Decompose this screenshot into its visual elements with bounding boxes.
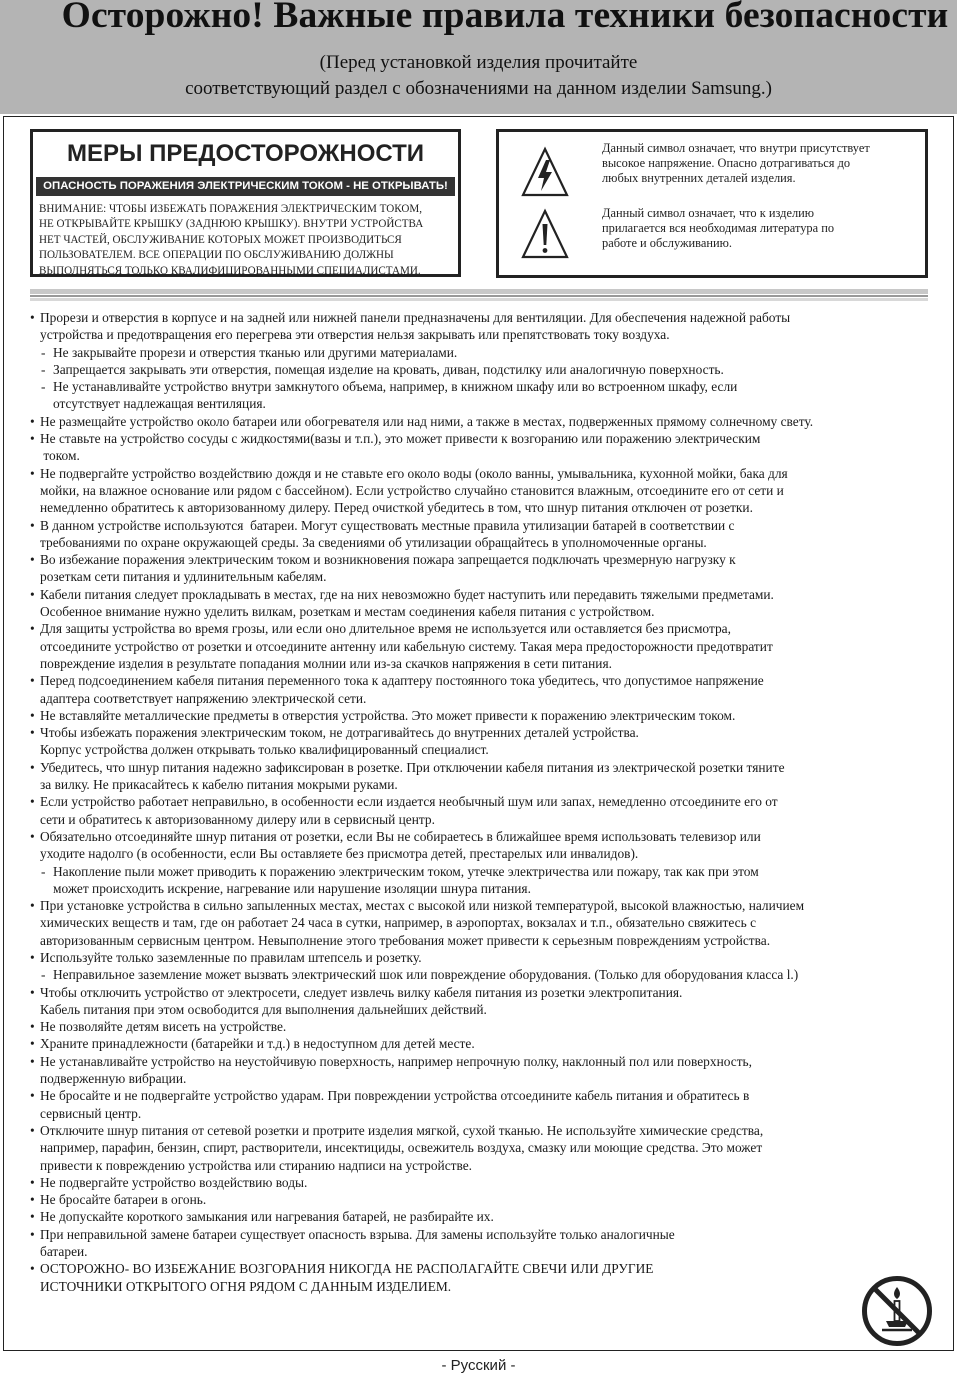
sub-list-item bbox=[30, 863, 932, 898]
list-item-line: химических веществ и там, где он работает 24 часа в сутки, например, в аэропортах, вокзалах и т.п., обязательно свяжитесь с bbox=[40, 915, 757, 931]
list-item-line: • Не ставьте на устройство сосуды с жидкостями(вазы и т.п.), это может привести к возгоранию или поражению электрическим bbox=[40, 431, 761, 447]
subtitle-line-2: соответствующий раздел с обозначениями на данном изделии Samsung.) bbox=[185, 78, 772, 99]
sub-list-item bbox=[30, 361, 932, 378]
list-item-line: • Храните принадлежности (батарейки и т.д.) в недоступном для детей месте. bbox=[40, 1036, 475, 1052]
list-item-line: • Не вставляйте металлические предметы в отверстия устройства. Это может привести к поражению электрическим током. bbox=[40, 707, 736, 723]
list-item-line: отсоедините устройство от розетки и отсоедините антенну или кабельную систему. Такая мера предосторожности предотвратит bbox=[40, 638, 773, 654]
list-item-line: • Во избежание поражения электрическим током и возникновения пожара запрещается подключать чрезмерную нагрузку к bbox=[40, 552, 736, 568]
list-item-line: • Не позволяйте детям висеть на устройстве. bbox=[40, 1019, 287, 1035]
list-item-line: • При неправильной замене батареи существует опасность взрыва. Для замены используйте только аналогичные bbox=[40, 1226, 675, 1242]
list-item bbox=[30, 828, 932, 863]
list-item bbox=[30, 413, 932, 430]
list-item bbox=[30, 1208, 932, 1225]
list-item-line: мойки, на влажное основание или рядом с бассейном). Если устройство случайно становится влажным, отсоедините его от сети и bbox=[40, 482, 784, 498]
page-footer: - Русский - bbox=[441, 1357, 516, 1374]
symbol-text-line: высокое напряжение. Опасно дотрагиваться до bbox=[602, 156, 851, 170]
list-item-line: - Накопление пыли может приводить к поражению электрическим током, утечке электричества или пожару, так как при этом bbox=[53, 863, 759, 879]
safety-instructions-list bbox=[30, 309, 932, 1295]
list-item-line: сервисный центр. bbox=[40, 1105, 142, 1121]
list-item bbox=[30, 309, 932, 344]
list-item-line: • Не бросайте батареи в огонь. bbox=[40, 1192, 207, 1208]
list-item-line: батареи. bbox=[40, 1244, 88, 1260]
list-item bbox=[30, 1053, 932, 1088]
list-item-line: • Не устанавливайте устройство на неустойчивую поверхность, например непрочную полку, наклонный пол или поверхность, bbox=[40, 1053, 753, 1069]
docs-symbol-text bbox=[602, 206, 927, 251]
list-item-line: подверженную вибрации. bbox=[40, 1071, 187, 1087]
list-item-line: Кабель питания при этом освободится для выполнения дальнейших действий. bbox=[40, 1001, 487, 1017]
list-item bbox=[30, 1191, 932, 1208]
list-item-line: • Чтобы избежать поражения электрическим током, не дотрагивайтесь до внутренних деталей устройства. bbox=[40, 725, 639, 741]
list-item bbox=[30, 551, 932, 586]
list-item-line: • Если устройство работает неправильно, в особенности если издается необычный шум или запах, немедленно отсоедините его от bbox=[40, 794, 778, 810]
caution-title: МЕРЫ ПРЕДОСТОРОЖНОСТИ bbox=[66, 140, 425, 167]
list-item-line: • Обязательно отсоединяйте шнур питания от розетки, если Вы не собираетесь в ближайшее время использовать телевизор или bbox=[40, 828, 761, 844]
list-item-line: • Чтобы отключить устройство от электросети, следует извлечь вилку кабеля питания из розетки электропитания. bbox=[40, 984, 683, 1000]
list-item bbox=[30, 984, 932, 1019]
list-item-line: • Не бросайте и не подвергайте устройство ударам. При повреждении устройства отсоедините кабель питания и обратитесь в bbox=[40, 1088, 750, 1104]
section-divider bbox=[30, 298, 928, 301]
list-item-line: током. bbox=[40, 448, 80, 464]
list-item-line: • Не допускайте короткого замыкания или нагревания батарей, не разбирайте их. bbox=[40, 1209, 494, 1225]
sub-list-item bbox=[30, 378, 932, 413]
list-item-line: • Кабели питания следует прокладывать в местах, где на них невозможно будет наступить или передавить тяжелыми предметами. bbox=[40, 586, 774, 602]
list-item bbox=[30, 897, 932, 949]
list-item-line: ИСТОЧНИКИ ОТКРЫТОГО ОГНЯ РЯДОМ С ДАННЫМ ИЗДЕЛИЕМ. bbox=[40, 1278, 452, 1294]
list-item bbox=[30, 949, 932, 966]
sub-list-item bbox=[30, 344, 932, 361]
list-item-line: • Для защиты устройства во время грозы, или если оно длительное время не используется или оставляется без присмотра, bbox=[40, 621, 731, 637]
section-divider bbox=[30, 289, 928, 294]
list-item-line: • Отключите шнур питания от сетевой розетки и протрите изделия мягкой, сухой тканью. Не используйте химические средства, bbox=[40, 1122, 764, 1138]
list-item-line: • При установке устройства в сильно запыленных местах, местах с высокой или низкой температурой, высокой влажностью, наличием bbox=[40, 898, 805, 914]
symbol-text-line: любых внутренних деталей изделия. bbox=[602, 171, 796, 185]
voltage-symbol-text bbox=[602, 141, 927, 186]
list-item-line: • Не размещайте устройство около батареи или обогревателя или над ними, а также в местах, подверженных прямому солнечному свету. bbox=[40, 413, 814, 429]
list-item-line: • Не подвергайте устройство воздействию дождя и не ставьте его около воды (около ванны, умывальника, кухонной мойки, бака для bbox=[40, 465, 788, 481]
list-item bbox=[30, 1260, 932, 1295]
list-item bbox=[30, 672, 932, 707]
symbol-text-line: прилагается вся необходимая литература по bbox=[602, 221, 835, 235]
list-item-line: устройства и предотвращения его перегрева эти отверстия нельзя закрывать или препятствовать току воздуха. bbox=[40, 327, 670, 343]
list-item-line: например, парафин, бензин, спирт, растворители, инсектициды, освежитель воздуха, смазку или моющие средства. Это может bbox=[40, 1140, 763, 1156]
list-item-line: повреждение изделия в результате попадания молнии или из-за скачков напряжения в сети питания. bbox=[40, 655, 612, 671]
list-item bbox=[30, 517, 932, 552]
symbol-text-line: Данный символ означает, что внутри присутствует bbox=[602, 141, 870, 155]
list-item bbox=[30, 1018, 932, 1035]
no-candle-icon bbox=[860, 1274, 934, 1348]
list-item-line: • Не подвергайте устройство воздействию воды. bbox=[40, 1174, 308, 1190]
header-banner bbox=[0, 0, 957, 114]
list-item-line: адаптера соответствует напряжению электрической сети. bbox=[40, 690, 367, 706]
list-item-line: • В данном устройстве используются батареи. Могут существовать местные правила утилизации батарей в соответствии с bbox=[40, 517, 735, 533]
list-item-line: уходите надолго (в особенности, если Вы оставляете без присмотра детей, престарелых или инвалидов). bbox=[40, 846, 639, 862]
list-item bbox=[30, 759, 932, 794]
list-item-line: авторизованным сервисным центром. Невыполнение этого требования может привести к серьезным повреждениям устройства. bbox=[40, 932, 771, 948]
list-item bbox=[30, 793, 932, 828]
list-item-line: сети и обратитесь к авторизованному дилеру или в сервисный центр. bbox=[40, 811, 435, 827]
list-item-line: • Убедитесь, что шнур питания надежно зафиксирован в розетке. При отключении кабеля питания из электрической розетки тяните bbox=[40, 759, 785, 775]
list-item-line: Особенное внимание нужно уделить вилкам, розеткам и местам соединения кабеля питания с устройством. bbox=[40, 604, 655, 620]
symbols-box bbox=[496, 129, 928, 278]
list-item-line: - Не закрывайте прорези и отверстия тканью или другими материалами. bbox=[53, 344, 458, 360]
list-item-line: немедленно обратитесь к авторизованному дилеру. Перед очисткой убедитесь в том, что шнур питания отключен от розетки. bbox=[40, 500, 753, 516]
list-item-line: - Запрещается закрывать эти отверстия, помещая изделие на кровать, диван, подстилку или аналогичную поверхность. bbox=[53, 361, 724, 377]
list-item bbox=[30, 1087, 932, 1122]
list-item-line: - Неправильное заземление может вызвать электрический шок или повреждение оборудования. (Только для оборудования класса l.) bbox=[53, 967, 799, 983]
list-item bbox=[30, 465, 932, 517]
list-item-line: отсутствует надлежащая вентиляция. bbox=[53, 396, 266, 412]
symbol-text-line: Данный символ означает, что к изделию bbox=[602, 206, 815, 220]
caution-line: НЕ ОТКРЫВАЙТЕ КРЫШКУ (ЗАДНЮЮ КРЫШКУ). ВНУТРИ УСТРОЙСТВА bbox=[39, 218, 424, 231]
caution-box bbox=[30, 129, 461, 277]
list-item bbox=[30, 1226, 932, 1261]
list-item bbox=[30, 620, 932, 672]
list-item-line: - Не устанавливайте устройство внутри замкнутого объема, например, в книжном шкафу или во встроенном шкафу, если bbox=[53, 379, 738, 395]
page-title: Осторожно! Важные правила техники безопасности bbox=[61, 0, 949, 36]
list-item bbox=[30, 724, 932, 759]
caution-line: ВНИМАНИЕ: ЧТОБЫ ИЗБЕЖАТЬ ПОРАЖЕНИЯ ЭЛЕКТРИЧЕСКИМ ТОКОМ, bbox=[39, 203, 423, 215]
list-item bbox=[30, 707, 932, 724]
list-item-line: • Используйте только заземленные по правилам штепсель и розетку. bbox=[40, 949, 422, 965]
list-item-line: может происходить искрение, нагревание или нарушение изоляции шнура питания. bbox=[53, 880, 531, 896]
list-item-line: привести к повреждению устройства или стиранию надписи на устройстве. bbox=[40, 1157, 473, 1173]
list-item bbox=[30, 430, 932, 465]
exclamation-warning-icon bbox=[521, 208, 569, 260]
subtitle-line-1: (Перед установкой изделия прочитайте bbox=[319, 52, 638, 73]
list-item bbox=[30, 1122, 932, 1174]
symbol-text-line: работе и обслуживанию. bbox=[602, 236, 732, 250]
lightning-warning-icon bbox=[521, 146, 569, 198]
list-item-line: • Перед подсоединением кабеля питания переменного тока к адаптеру постоянного тока убедитесь, что допустимое напряжение bbox=[40, 673, 764, 689]
shock-warning-band: ОПАСНОСТЬ ПОРАЖЕНИЯ ЭЛЕКТРИЧЕСКИМ ТОКОМ - НЕ ОТКРЫВАТЬ! bbox=[36, 177, 455, 196]
caution-line: НЕТ ЧАСТЕЙ, ОБСЛУЖИВАНИЕ КОТОРЫХ МОЖЕТ ПРОИЗВОДИТЬСЯ bbox=[39, 233, 402, 246]
caution-line: ПОЛЬЗОВАТЕЛЕМ. ВСЕ ОПЕРАЦИИ ПО ОБСЛУЖИВАНИЮ ДОЛЖНЫ bbox=[39, 249, 394, 262]
list-item-line: розеткам сети питания и удлинительным кабелям. bbox=[40, 569, 327, 585]
list-item bbox=[30, 586, 932, 621]
list-item-line: • ОСТОРОЖНО- ВО ИЗБЕЖАНИЕ ВОЗГОРАНИЯ НИКОГДА НЕ РАСПОЛАГАЙТЕ СВЕЧИ ИЛИ ДРУГИЕ bbox=[40, 1261, 654, 1277]
sub-list-item bbox=[30, 966, 932, 983]
caution-text bbox=[39, 202, 459, 279]
list-item bbox=[30, 1035, 932, 1052]
caution-line: ВЫПОЛНЯТЬСЯ ТОЛЬКО КВАЛИФИЦИРОВАННЫМИ СПЕЦИАЛИСТАМИ. bbox=[39, 264, 421, 277]
list-item-line: Корпус устройства должен открывать только квалифицированный специалист. bbox=[40, 742, 489, 758]
list-item-line: за вилку. Не прикасайтесь к кабелю питания мокрыми руками. bbox=[40, 777, 398, 793]
list-item-line: • Прорези и отверстия в корпусе и на задней или нижней панели предназначены для вентиляции. Для обеспечения надежной работы bbox=[40, 310, 791, 325]
list-item-line: требованиями по охране окружающей среды. За сведениями об утилизации обращайтесь в уполномоченные органы. bbox=[40, 534, 707, 550]
section-divider bbox=[30, 295, 928, 297]
list-item bbox=[30, 1174, 932, 1191]
